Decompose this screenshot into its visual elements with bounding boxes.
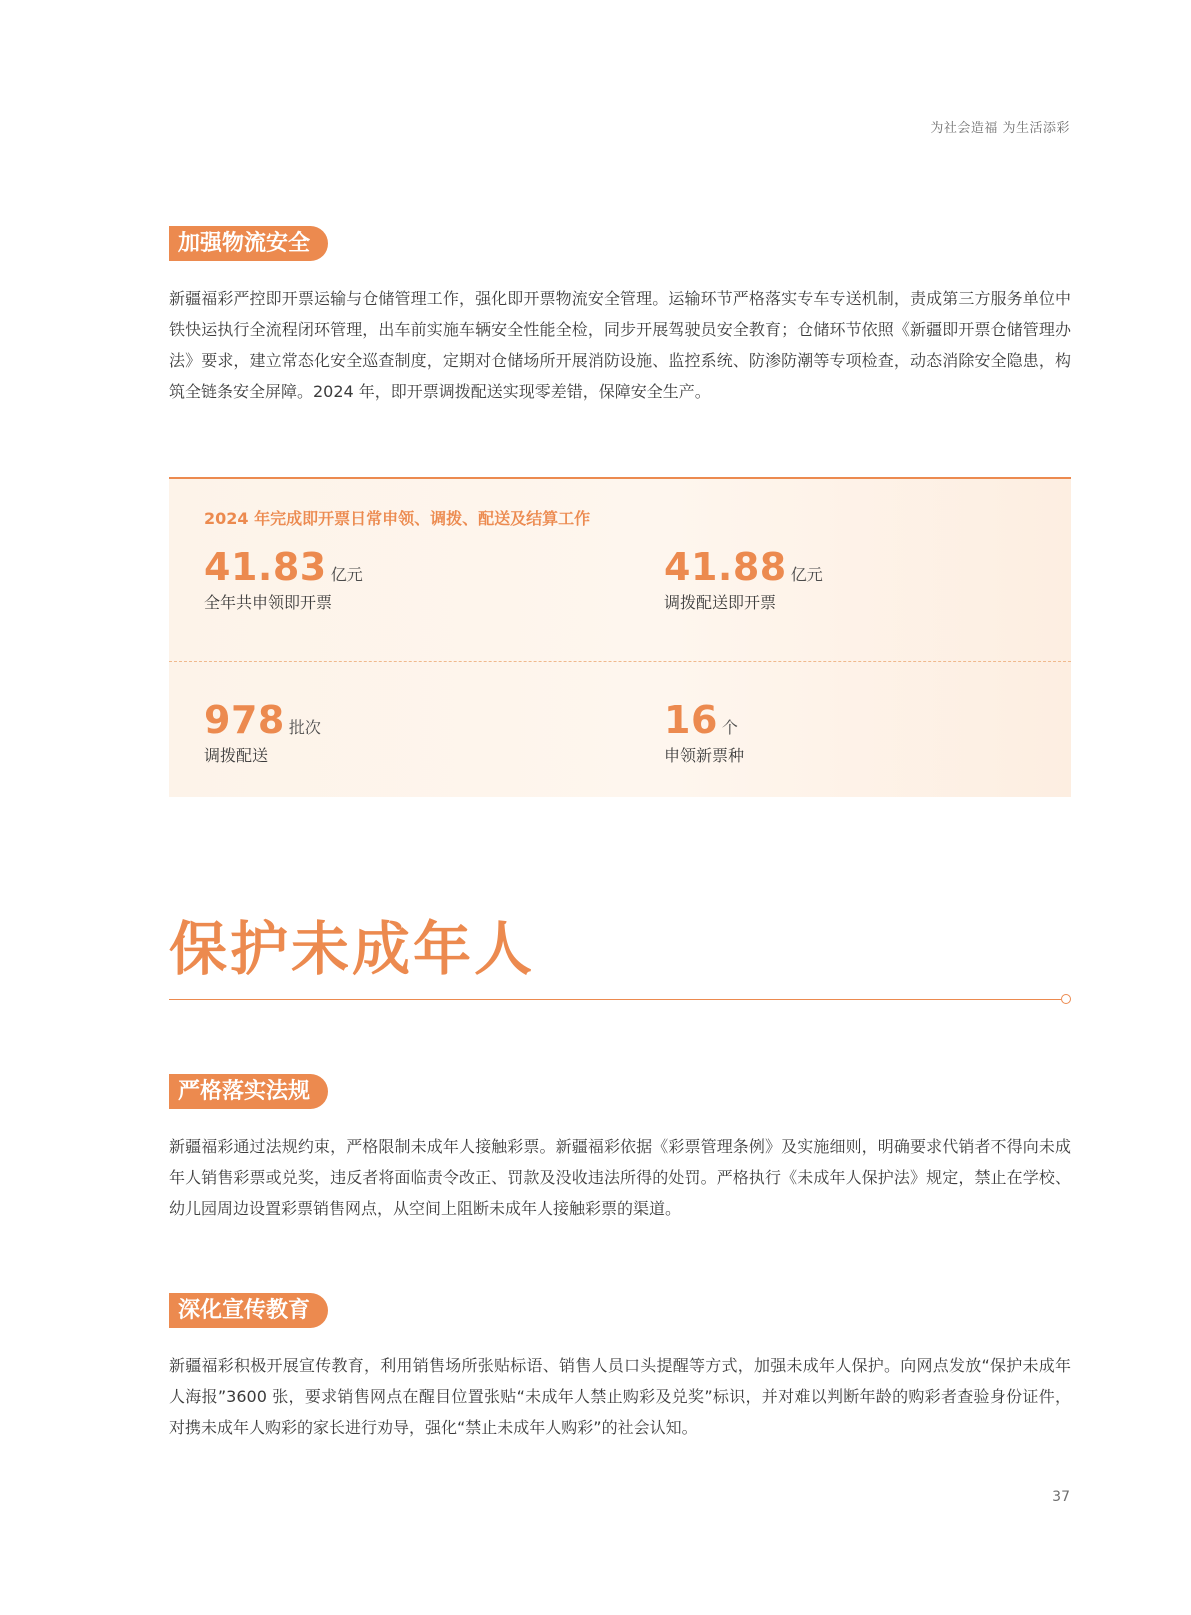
stat-label: 全年共申领即开票 [204,593,333,612]
stat-item-2 [664,545,823,613]
stat-unit: 亿元 [330,565,363,584]
section-heading-education: 深化宣传教育 [169,1293,328,1328]
stat-unit: 亿元 [790,565,823,584]
section-paragraph-logistics: 新疆福彩严控即开票运输与仓储管理工作，强化即开票物流安全管理。运输环节严格落实专车专送机制，责成第三方服务单位中铁快运执行全流程闭环管理，出车前实施车辆安全性能全检，同步开展驾驶员安全教育；仓储环节依照《新疆即开票仓储管理办法》要求，建立常态化安全巡查制度，定期对仓储场所开展消防设施、监控系统、防渗防潮等专项检查，动态消除安全隐患，构筑全链条安全屏障。2024 年，即开票调拨配送实现零差错，保障安全生产。 [169,289,1071,401]
chapter-title: 保护未成年人 [169,915,536,983]
stats-divider [169,661,1071,662]
stat-value: 16 [664,698,718,742]
section-heading-logistics: 加强物流安全 [169,226,328,261]
page-number: 37 [1052,1489,1070,1505]
stats-box [169,477,1071,797]
stats-box-title: 2024 年完成即开票日常申领、调拨、配送及结算工作 [204,509,591,528]
stat-label: 调拨配送 [204,746,269,765]
section-paragraph-regulations: 新疆福彩通过法规约束，严格限制未成年人接触彩票。新疆福彩依据《彩票管理条例》及实施细则，明确要求代销者不得向未成年人销售彩票或兑奖，违反者将面临责令改正、罚款及没收违法所得的处罚。严格执行《未成年人保护法》规定，禁止在学校、幼儿园周边设置彩票销售网点，从空间上阻断未成年人接触彩票的渠道。 [169,1137,1071,1218]
section-paragraph-education: 新疆福彩积极开展宣传教育，利用销售场所张贴标语、销售人员口头提醒等方式，加强未成年人保护。向网点发放“保护未成年人海报”3600 张，要求销售网点在醒目位置张贴“未成年人禁止购彩及兑奖”标识，并对难以判断年龄的购彩者查验身份证件，对携未成年人购彩的家长进行劝导，强化“禁止未成年人购彩”的社会认知。 [169,1356,1071,1437]
stat-label: 调拨配送即开票 [664,593,777,612]
stat-item-4 [664,698,744,766]
stat-value: 41.88 [664,545,787,589]
header-slogan: 为社会造福 为生活添彩 [930,121,1070,136]
stat-item-1 [204,545,363,613]
stat-label: 申领新票种 [664,746,745,765]
stat-unit: 个 [721,718,738,737]
section-heading-regulations: 严格落实法规 [169,1074,328,1109]
stat-unit: 批次 [288,718,321,737]
stat-value: 978 [204,698,285,742]
chapter-title-rule [169,999,1061,1000]
rule-end-dot-icon [1061,994,1071,1004]
stat-item-3 [204,698,321,766]
stat-value: 41.83 [204,545,327,589]
